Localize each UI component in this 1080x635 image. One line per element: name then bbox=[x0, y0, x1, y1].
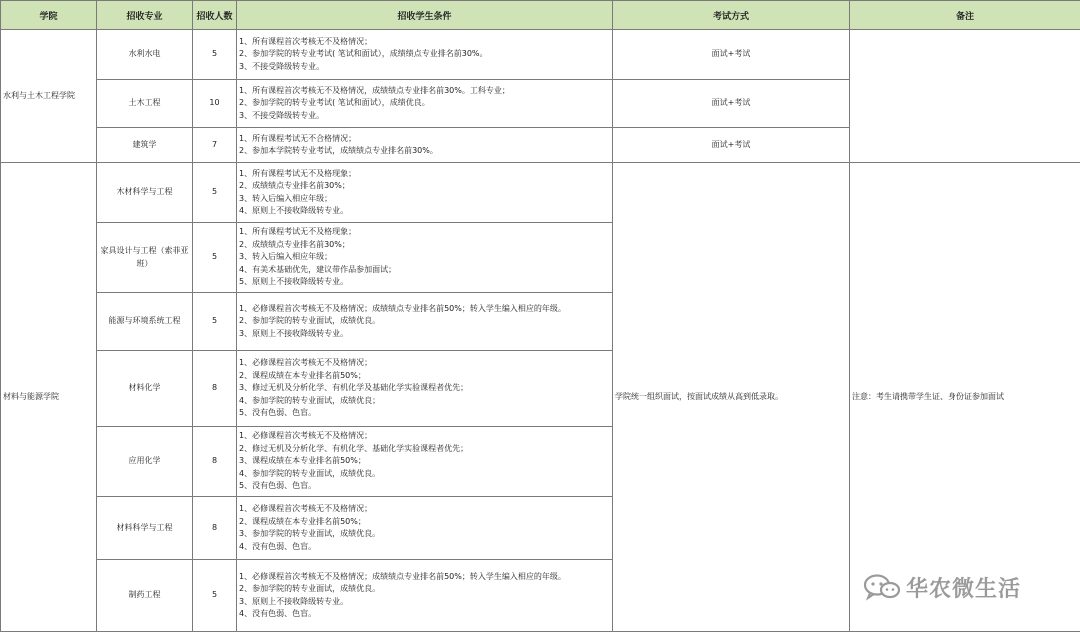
condition-line: 3、原则上不接收降级转专业。 bbox=[239, 328, 349, 338]
condition-line: 1、所有课程首次考核无不及格情况，成绩绩点专业排名前30%。工科专业； bbox=[239, 85, 510, 95]
condition-line: 2、课程成绩在本专业排名前50%； bbox=[239, 516, 366, 526]
condition-line: 1、所有课程首次考核无不及格情况； bbox=[239, 36, 373, 46]
major-cell: 材料化学 bbox=[97, 351, 193, 427]
college-cell: 水利与土木工程学院 bbox=[1, 30, 97, 163]
condition-line: 5、没有色弱、色盲。 bbox=[239, 408, 317, 418]
exam-cell: 面试+考试 bbox=[613, 128, 850, 163]
condition-line: 2、成绩绩点专业排名前30%； bbox=[239, 239, 350, 249]
count-cell: 7 bbox=[193, 128, 237, 163]
major-cell: 制药工程 bbox=[97, 560, 193, 632]
condition-line: 1、必修课程首次考核无不及格情况；成绩绩点专业排名前50%；转入学生编入相应的年级。 bbox=[239, 303, 566, 313]
header-major: 招收专业 bbox=[97, 1, 193, 30]
major-cell: 建筑学 bbox=[97, 128, 193, 163]
condition-line: 2、修过无机及分析化学、有机化学、基础化学实验课程者优先； bbox=[239, 443, 469, 453]
header-count: 招收人数 bbox=[193, 1, 237, 30]
condition-line: 3、不接受降级转专业。 bbox=[239, 61, 325, 71]
condition-line: 1、必修课程首次考核无不及格情况；成绩绩点专业排名前50%；转入学生编入相应的年级。 bbox=[239, 571, 566, 581]
conditions-cell bbox=[237, 223, 613, 293]
condition-line: 2、参加学院的转专业面试，成绩优良。 bbox=[239, 584, 381, 593]
major-cell: 材料科学与工程 bbox=[97, 497, 193, 560]
count-cell: 8 bbox=[193, 427, 237, 497]
conditions-cell bbox=[237, 80, 613, 128]
count-cell: 5 bbox=[193, 30, 237, 80]
conditions-cell bbox=[237, 427, 613, 497]
header-exam: 考试方式 bbox=[613, 1, 850, 30]
condition-line: 2、课程成绩在本专业排名前50%； bbox=[239, 370, 366, 380]
header-conditions: 招收学生条件 bbox=[237, 1, 613, 30]
count-cell: 10 bbox=[193, 80, 237, 128]
count-cell: 5 bbox=[193, 163, 237, 223]
conditions-cell bbox=[237, 128, 613, 163]
condition-line: 1、必修课程首次考核无不及格情况； bbox=[239, 504, 373, 513]
conditions-cell bbox=[237, 30, 613, 80]
major-cell: 水利水电 bbox=[97, 30, 193, 80]
condition-line: 3、不接受降级转专业。 bbox=[239, 110, 325, 120]
major-cell: 木材科学与工程 bbox=[97, 163, 193, 223]
condition-line: 3、转入后编入相应年级； bbox=[239, 252, 333, 262]
condition-line: 1、所有课程考试无不及格现象； bbox=[239, 168, 357, 178]
exam-cell: 面试+考试 bbox=[613, 30, 850, 80]
condition-line: 2、参加学院的转专业考试( 笔试和面试），成绩绩点专业排名前30%。 bbox=[239, 49, 488, 59]
conditions-cell bbox=[237, 560, 613, 632]
conditions-cell bbox=[237, 293, 613, 351]
condition-line: 3、原则上不接收降级转专业。 bbox=[239, 596, 349, 606]
watermark bbox=[862, 572, 1062, 602]
college-cell: 材料与能源学院 bbox=[1, 163, 97, 632]
header-row bbox=[1, 1, 1080, 30]
header-notes: 备注 bbox=[850, 1, 1080, 30]
condition-line: 1、所有课程考试无不及格现象； bbox=[239, 227, 357, 237]
notes-cell: 注意：考生请携带学生证、身份证参加面试 bbox=[850, 163, 1080, 632]
condition-line: 2、参加本学院转专业考试，成绩绩点专业排名前30%。 bbox=[239, 146, 438, 155]
condition-line: 4、有美术基础优先，建议带作品参加面试； bbox=[239, 264, 397, 274]
count-cell: 8 bbox=[193, 351, 237, 427]
notes-cell bbox=[850, 30, 1080, 163]
table-row bbox=[1, 163, 1080, 223]
count-cell: 5 bbox=[193, 223, 237, 293]
conditions-cell bbox=[237, 497, 613, 560]
major-cell: 能源与环境系统工程 bbox=[97, 293, 193, 351]
condition-line: 3、课程成绩在本专业排名前50%； bbox=[239, 456, 366, 466]
exam-cell: 面试+考试 bbox=[613, 80, 850, 128]
count-cell: 5 bbox=[193, 293, 237, 351]
condition-line: 4、参加学院的转专业面试，成绩优良。 bbox=[239, 468, 381, 478]
condition-line: 4、没有色弱、色盲。 bbox=[239, 541, 317, 551]
condition-line: 3、转入后编入相应年级； bbox=[239, 193, 333, 203]
header-college: 学院 bbox=[1, 1, 97, 30]
conditions-cell bbox=[237, 163, 613, 223]
condition-line: 1、必修课程首次考核无不及格情况； bbox=[239, 358, 373, 368]
condition-line: 4、原则上不接收降级转专业。 bbox=[239, 206, 349, 215]
wechat-icon bbox=[862, 573, 902, 601]
condition-line: 3、修过无机及分析化学、有机化学及基础化学实验课程者优先； bbox=[239, 383, 469, 393]
condition-line: 5、没有色弱、色盲。 bbox=[239, 481, 317, 491]
exam-cell-shared: 学院统一组织面试，按面试成绩从高到低录取。 bbox=[613, 163, 850, 632]
condition-line: 1、所有课程考试无不合格情况； bbox=[239, 133, 357, 143]
condition-line: 3、参加学院的转专业面试，成绩优良。 bbox=[239, 529, 381, 538]
conditions-cell bbox=[237, 351, 613, 427]
condition-line: 4、参加学院的转专业面试，成绩优良； bbox=[239, 395, 381, 405]
major-cell: 家具设计与工程（索菲亚班） bbox=[97, 223, 193, 293]
watermark-text: 华农微生活 bbox=[906, 576, 1022, 602]
condition-line: 1、必修课程首次考核无不及格情况； bbox=[239, 431, 373, 441]
count-cell: 8 bbox=[193, 497, 237, 560]
condition-line: 5、原则上不接收降级转专业。 bbox=[239, 277, 349, 287]
major-cell: 土木工程 bbox=[97, 80, 193, 128]
condition-line: 4、没有色弱、色盲。 bbox=[239, 609, 317, 618]
condition-line: 2、参加学院的转专业面试，成绩优良。 bbox=[239, 316, 381, 326]
major-cell: 应用化学 bbox=[97, 427, 193, 497]
count-cell: 5 bbox=[193, 560, 237, 632]
table-row bbox=[1, 30, 1080, 80]
condition-line: 2、参加学院的转专业考试( 笔试和面试），成绩优良。 bbox=[239, 98, 430, 108]
condition-line: 2、成绩绩点专业排名前30%； bbox=[239, 181, 350, 190]
